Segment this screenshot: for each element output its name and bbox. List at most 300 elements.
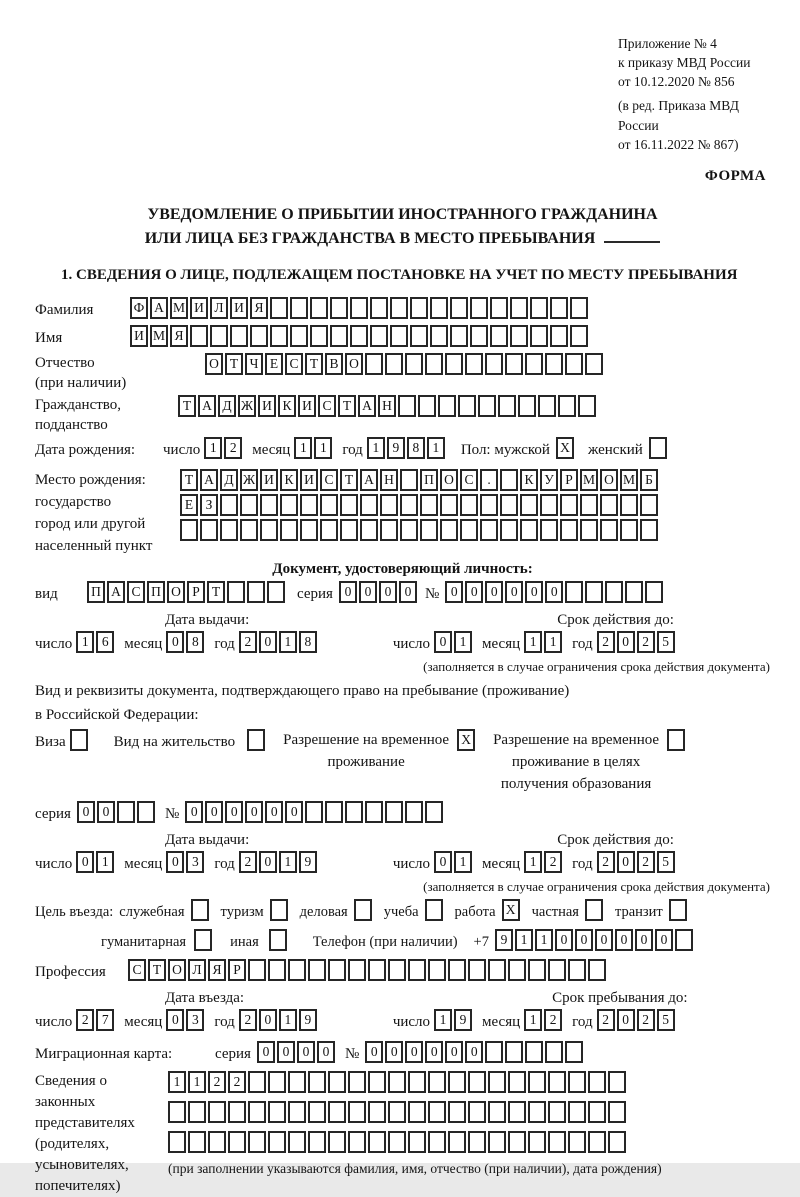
char-box-filled[interactable]: 2 <box>228 1071 246 1093</box>
char-box-filled[interactable]: 2 <box>208 1071 226 1093</box>
char-box[interactable] <box>137 801 155 823</box>
char-box[interactable] <box>200 519 218 541</box>
char-box[interactable] <box>488 1131 506 1153</box>
char-box[interactable] <box>448 1101 466 1123</box>
char-box[interactable] <box>530 325 548 347</box>
char-box[interactable] <box>380 519 398 541</box>
char-box[interactable] <box>385 801 403 823</box>
char-box[interactable] <box>227 581 245 603</box>
char-box[interactable] <box>268 1071 286 1093</box>
char-box[interactable] <box>565 353 583 375</box>
char-box-filled[interactable]: Е <box>265 353 283 375</box>
char-box[interactable] <box>388 1101 406 1123</box>
char-box[interactable] <box>220 519 238 541</box>
char-box-filled[interactable]: 0 <box>545 581 563 603</box>
char-box[interactable] <box>528 959 546 981</box>
char-box[interactable] <box>548 959 566 981</box>
char-box[interactable] <box>210 325 228 347</box>
char-box[interactable] <box>460 494 478 516</box>
char-box[interactable] <box>190 325 208 347</box>
char-box-filled[interactable]: 0 <box>77 801 95 823</box>
char-box-filled[interactable]: 0 <box>365 1041 383 1063</box>
char-box[interactable] <box>458 395 476 417</box>
char-box-filled[interactable]: М <box>580 469 598 491</box>
char-box[interactable] <box>350 325 368 347</box>
char-box-filled[interactable]: 0 <box>297 1041 315 1063</box>
char-box[interactable] <box>520 494 538 516</box>
char-box-filled[interactable]: 0 <box>379 581 397 603</box>
char-box-filled[interactable]: 0 <box>445 581 463 603</box>
char-box-filled[interactable]: Я <box>170 325 188 347</box>
char-box[interactable] <box>470 297 488 319</box>
char-box[interactable] <box>328 1071 346 1093</box>
char-box[interactable] <box>528 1071 546 1093</box>
char-box-filled[interactable]: 9 <box>454 1009 472 1031</box>
char-box[interactable] <box>570 325 588 347</box>
char-box[interactable] <box>247 581 265 603</box>
char-box-filled[interactable]: 3 <box>186 851 204 873</box>
char-box-filled[interactable]: А <box>360 469 378 491</box>
char-box[interactable] <box>438 395 456 417</box>
char-box[interactable] <box>560 519 578 541</box>
char-box[interactable] <box>600 519 618 541</box>
char-box-filled[interactable]: 0 <box>259 851 277 873</box>
char-box-filled[interactable]: 3 <box>186 1009 204 1031</box>
char-box[interactable] <box>428 1071 446 1093</box>
char-box[interactable] <box>669 899 687 921</box>
char-box[interactable] <box>260 494 278 516</box>
char-box-filled[interactable]: И <box>258 395 276 417</box>
char-box[interactable] <box>308 1071 326 1093</box>
char-box-filled[interactable]: Я <box>250 297 268 319</box>
char-box[interactable] <box>649 437 667 459</box>
char-box[interactable] <box>500 519 518 541</box>
char-box[interactable] <box>248 1131 266 1153</box>
char-box[interactable] <box>365 353 383 375</box>
char-box-filled[interactable]: О <box>440 469 458 491</box>
char-box-filled[interactable]: Д <box>218 395 236 417</box>
char-box[interactable] <box>425 899 443 921</box>
char-box-filled[interactable]: . <box>480 469 498 491</box>
char-box[interactable] <box>560 494 578 516</box>
char-box-filled[interactable]: 1 <box>76 631 94 653</box>
char-box[interactable] <box>270 325 288 347</box>
char-box-filled[interactable]: 5 <box>657 851 675 873</box>
char-box[interactable] <box>505 1041 523 1063</box>
char-box[interactable] <box>568 1131 586 1153</box>
char-box[interactable] <box>248 1101 266 1123</box>
char-box-filled[interactable]: Я <box>208 959 226 981</box>
char-box-filled[interactable]: 2 <box>637 851 655 873</box>
char-box-filled[interactable]: О <box>345 353 363 375</box>
char-box[interactable] <box>405 801 423 823</box>
char-box[interactable] <box>468 959 486 981</box>
char-box[interactable] <box>280 519 298 541</box>
char-box[interactable] <box>518 395 536 417</box>
char-box[interactable] <box>408 1131 426 1153</box>
char-box[interactable] <box>300 494 318 516</box>
char-box[interactable] <box>508 1131 526 1153</box>
char-box-filled[interactable]: 1 <box>204 437 222 459</box>
char-box[interactable] <box>345 801 363 823</box>
char-box-filled[interactable]: 0 <box>617 1009 635 1031</box>
char-box-filled[interactable]: 2 <box>597 851 615 873</box>
char-box-filled[interactable]: И <box>190 297 208 319</box>
char-box[interactable] <box>490 297 508 319</box>
char-box-filled[interactable]: 0 <box>265 801 283 823</box>
char-box[interactable] <box>208 1131 226 1153</box>
char-box[interactable] <box>488 1101 506 1123</box>
char-box[interactable] <box>588 1131 606 1153</box>
char-box[interactable] <box>488 1071 506 1093</box>
char-box-filled[interactable]: 1 <box>515 929 533 951</box>
char-box-filled[interactable]: 1 <box>454 631 472 653</box>
char-box-filled[interactable]: И <box>298 395 316 417</box>
char-box-filled[interactable]: Н <box>378 395 396 417</box>
char-box[interactable] <box>440 519 458 541</box>
char-box[interactable] <box>117 801 135 823</box>
char-box-filled[interactable]: И <box>260 469 278 491</box>
char-box[interactable] <box>308 959 326 981</box>
char-box-filled[interactable]: X <box>502 899 520 921</box>
char-box[interactable] <box>570 297 588 319</box>
char-box[interactable] <box>540 494 558 516</box>
char-box[interactable] <box>450 297 468 319</box>
char-box[interactable] <box>585 581 603 603</box>
char-box-filled[interactable]: З <box>200 494 218 516</box>
char-box-filled[interactable]: 0 <box>425 1041 443 1063</box>
char-box[interactable] <box>330 297 348 319</box>
char-box[interactable] <box>354 899 372 921</box>
char-box[interactable] <box>480 494 498 516</box>
char-box[interactable] <box>608 1131 626 1153</box>
char-box-filled[interactable]: А <box>200 469 218 491</box>
char-box[interactable] <box>408 959 426 981</box>
char-box[interactable] <box>300 519 318 541</box>
char-box[interactable] <box>400 519 418 541</box>
char-box-filled[interactable]: С <box>318 395 336 417</box>
char-box-filled[interactable]: В <box>325 353 343 375</box>
char-box[interactable] <box>525 1041 543 1063</box>
char-box[interactable] <box>288 959 306 981</box>
char-box-filled[interactable]: Ч <box>245 353 263 375</box>
char-box[interactable] <box>428 959 446 981</box>
char-box[interactable] <box>625 581 643 603</box>
char-box[interactable] <box>328 959 346 981</box>
char-box-filled[interactable]: К <box>278 395 296 417</box>
char-box-filled[interactable]: 2 <box>637 1009 655 1031</box>
char-box-filled[interactable]: 5 <box>657 1009 675 1031</box>
char-box-filled[interactable]: 1 <box>279 851 297 873</box>
char-box[interactable] <box>675 929 693 951</box>
char-box[interactable] <box>558 395 576 417</box>
char-box-filled[interactable]: О <box>167 581 185 603</box>
char-box-filled[interactable]: М <box>150 325 168 347</box>
char-box-filled[interactable]: К <box>280 469 298 491</box>
char-box-filled[interactable]: 2 <box>544 1009 562 1031</box>
char-box[interactable] <box>448 1131 466 1153</box>
char-box-filled[interactable]: 0 <box>166 851 184 873</box>
char-box[interactable] <box>425 353 443 375</box>
char-box-filled[interactable]: 0 <box>166 631 184 653</box>
char-box[interactable] <box>308 1101 326 1123</box>
char-box[interactable] <box>525 353 543 375</box>
char-box[interactable] <box>588 1071 606 1093</box>
char-box-filled[interactable]: 0 <box>635 929 653 951</box>
char-box-filled[interactable]: Р <box>228 959 246 981</box>
char-box-filled[interactable]: Т <box>148 959 166 981</box>
char-box[interactable] <box>348 1071 366 1093</box>
char-box-filled[interactable]: М <box>620 469 638 491</box>
char-box-filled[interactable]: 1 <box>524 851 542 873</box>
char-box[interactable] <box>70 729 88 751</box>
char-box[interactable] <box>288 1131 306 1153</box>
char-box-filled[interactable]: П <box>87 581 105 603</box>
char-box-filled[interactable]: П <box>420 469 438 491</box>
char-box[interactable] <box>248 1071 266 1093</box>
char-box-filled[interactable]: Р <box>560 469 578 491</box>
char-box-filled[interactable]: Т <box>340 469 358 491</box>
char-box[interactable] <box>418 395 436 417</box>
char-box-filled[interactable]: 2 <box>224 437 242 459</box>
char-box-filled[interactable]: 1 <box>544 631 562 653</box>
char-box[interactable] <box>505 353 523 375</box>
char-box-filled[interactable]: 0 <box>465 1041 483 1063</box>
char-box[interactable] <box>228 1101 246 1123</box>
char-box[interactable] <box>468 1101 486 1123</box>
char-box[interactable] <box>578 395 596 417</box>
char-box-filled[interactable]: Е <box>180 494 198 516</box>
char-box[interactable] <box>508 959 526 981</box>
char-box-filled[interactable]: Ф <box>130 297 148 319</box>
char-box-filled[interactable]: 0 <box>259 631 277 653</box>
char-box[interactable] <box>520 519 538 541</box>
char-box-filled[interactable]: 0 <box>245 801 263 823</box>
char-box-filled[interactable]: 0 <box>339 581 357 603</box>
char-box[interactable] <box>485 1041 503 1063</box>
char-box-filled[interactable]: 0 <box>655 929 673 951</box>
char-box[interactable] <box>468 1131 486 1153</box>
char-box[interactable] <box>270 899 288 921</box>
char-box[interactable] <box>510 297 528 319</box>
char-box[interactable] <box>398 395 416 417</box>
char-box-filled[interactable]: 0 <box>595 929 613 951</box>
char-box[interactable] <box>445 353 463 375</box>
char-box[interactable] <box>530 297 548 319</box>
char-box[interactable] <box>240 519 258 541</box>
char-box[interactable] <box>320 519 338 541</box>
char-box-filled[interactable]: Ж <box>240 469 258 491</box>
char-box-filled[interactable]: 1 <box>279 1009 297 1031</box>
char-box[interactable] <box>545 1041 563 1063</box>
char-box[interactable] <box>405 353 423 375</box>
char-box[interactable] <box>600 494 618 516</box>
char-box-filled[interactable]: X <box>556 437 574 459</box>
char-box[interactable] <box>385 353 403 375</box>
char-box-filled[interactable]: X <box>457 729 475 751</box>
char-box[interactable] <box>588 959 606 981</box>
char-box[interactable] <box>605 581 623 603</box>
char-box-filled[interactable]: 0 <box>76 851 94 873</box>
char-box[interactable] <box>410 297 428 319</box>
char-box[interactable] <box>280 494 298 516</box>
char-box[interactable] <box>290 297 308 319</box>
char-box-filled[interactable]: Д <box>220 469 238 491</box>
char-box[interactable] <box>400 494 418 516</box>
char-box[interactable] <box>230 325 248 347</box>
char-box-filled[interactable]: 7 <box>96 1009 114 1031</box>
char-box-filled[interactable]: 0 <box>359 581 377 603</box>
char-box[interactable] <box>368 1131 386 1153</box>
char-box[interactable] <box>390 325 408 347</box>
char-box-filled[interactable]: 0 <box>97 801 115 823</box>
char-box[interactable] <box>430 297 448 319</box>
char-box-filled[interactable]: 1 <box>294 437 312 459</box>
char-box-filled[interactable]: А <box>358 395 376 417</box>
char-box[interactable] <box>220 494 238 516</box>
char-box-filled[interactable]: 0 <box>205 801 223 823</box>
char-box-filled[interactable]: 0 <box>259 1009 277 1031</box>
char-box-filled[interactable]: 2 <box>76 1009 94 1031</box>
char-box[interactable] <box>550 325 568 347</box>
char-box-filled[interactable]: 0 <box>285 801 303 823</box>
char-box-filled[interactable]: 0 <box>185 801 203 823</box>
char-box-filled[interactable]: И <box>130 325 148 347</box>
char-box-filled[interactable]: 0 <box>575 929 593 951</box>
char-box-filled[interactable]: 9 <box>387 437 405 459</box>
char-box-filled[interactable]: Т <box>305 353 323 375</box>
char-box[interactable] <box>588 1101 606 1123</box>
char-box[interactable] <box>268 959 286 981</box>
char-box[interactable] <box>465 353 483 375</box>
char-box[interactable] <box>368 1101 386 1123</box>
char-box[interactable] <box>368 959 386 981</box>
char-box[interactable] <box>548 1101 566 1123</box>
char-box[interactable] <box>330 325 348 347</box>
char-box-filled[interactable]: Н <box>380 469 398 491</box>
char-box-filled[interactable]: 0 <box>434 631 452 653</box>
char-box-filled[interactable]: 1 <box>434 1009 452 1031</box>
char-box[interactable] <box>388 1131 406 1153</box>
char-box-filled[interactable]: Т <box>207 581 225 603</box>
char-box[interactable] <box>360 494 378 516</box>
char-box-filled[interactable]: 0 <box>505 581 523 603</box>
char-box[interactable] <box>608 1071 626 1093</box>
char-box[interactable] <box>440 494 458 516</box>
char-box-filled[interactable]: 1 <box>188 1071 206 1093</box>
char-box[interactable] <box>310 325 328 347</box>
char-box[interactable] <box>388 959 406 981</box>
char-box[interactable] <box>370 297 388 319</box>
char-box[interactable] <box>208 1101 226 1123</box>
char-box[interactable] <box>240 494 258 516</box>
char-box[interactable] <box>288 1101 306 1123</box>
char-box[interactable] <box>545 353 563 375</box>
char-box[interactable] <box>305 801 323 823</box>
char-box[interactable] <box>568 1071 586 1093</box>
char-box[interactable] <box>194 929 212 951</box>
char-box[interactable] <box>568 959 586 981</box>
char-box[interactable] <box>310 297 328 319</box>
char-box-filled[interactable]: 1 <box>427 437 445 459</box>
char-box[interactable] <box>540 519 558 541</box>
char-box[interactable] <box>645 581 663 603</box>
char-box[interactable] <box>608 1101 626 1123</box>
char-box[interactable] <box>250 325 268 347</box>
char-box-filled[interactable]: А <box>150 297 168 319</box>
char-box[interactable] <box>488 959 506 981</box>
char-box[interactable] <box>508 1071 526 1093</box>
char-box-filled[interactable]: 0 <box>617 851 635 873</box>
char-box-filled[interactable]: О <box>168 959 186 981</box>
char-box[interactable] <box>580 519 598 541</box>
char-box[interactable] <box>328 1131 346 1153</box>
char-box-filled[interactable]: 1 <box>96 851 114 873</box>
char-box-filled[interactable]: У <box>540 469 558 491</box>
char-box-filled[interactable]: 1 <box>524 1009 542 1031</box>
char-box[interactable] <box>568 1101 586 1123</box>
char-box[interactable] <box>348 1131 366 1153</box>
char-box[interactable] <box>247 729 265 751</box>
char-box[interactable] <box>478 395 496 417</box>
char-box-filled[interactable]: С <box>127 581 145 603</box>
char-box-filled[interactable]: 0 <box>317 1041 335 1063</box>
char-box[interactable] <box>420 519 438 541</box>
char-box-filled[interactable]: М <box>170 297 188 319</box>
char-box-filled[interactable]: П <box>147 581 165 603</box>
char-box-filled[interactable]: 1 <box>454 851 472 873</box>
char-box[interactable] <box>620 519 638 541</box>
char-box-filled[interactable]: 2 <box>239 1009 257 1031</box>
char-box-filled[interactable]: И <box>230 297 248 319</box>
char-box-filled[interactable]: Т <box>178 395 196 417</box>
char-box-filled[interactable]: 0 <box>617 631 635 653</box>
char-box-filled[interactable]: О <box>600 469 618 491</box>
char-box-filled[interactable]: 0 <box>525 581 543 603</box>
char-box-filled[interactable]: 0 <box>405 1041 423 1063</box>
char-box[interactable] <box>325 801 343 823</box>
char-box[interactable] <box>480 519 498 541</box>
char-box-filled[interactable]: 2 <box>597 631 615 653</box>
char-box-filled[interactable]: Л <box>188 959 206 981</box>
char-box[interactable] <box>368 1071 386 1093</box>
char-box[interactable] <box>565 1041 583 1063</box>
char-box-filled[interactable]: Т <box>338 395 356 417</box>
char-box[interactable] <box>348 1101 366 1123</box>
char-box[interactable] <box>350 297 368 319</box>
char-box[interactable] <box>388 1071 406 1093</box>
char-box-filled[interactable]: 0 <box>399 581 417 603</box>
char-box[interactable] <box>268 1101 286 1123</box>
char-box-filled[interactable]: 8 <box>186 631 204 653</box>
char-box[interactable] <box>267 581 285 603</box>
char-box-filled[interactable]: 5 <box>657 631 675 653</box>
char-box[interactable] <box>188 1101 206 1123</box>
char-box-filled[interactable]: Л <box>210 297 228 319</box>
char-box[interactable] <box>548 1131 566 1153</box>
char-box-filled[interactable]: 6 <box>96 631 114 653</box>
char-box[interactable] <box>410 325 428 347</box>
char-box-filled[interactable]: 0 <box>465 581 483 603</box>
char-box[interactable] <box>260 519 278 541</box>
char-box-filled[interactable]: О <box>205 353 223 375</box>
char-box-filled[interactable]: 2 <box>239 851 257 873</box>
char-box-filled[interactable]: 0 <box>445 1041 463 1063</box>
char-box[interactable] <box>548 1071 566 1093</box>
char-box[interactable] <box>450 325 468 347</box>
char-box[interactable] <box>370 325 388 347</box>
char-box-filled[interactable]: С <box>320 469 338 491</box>
